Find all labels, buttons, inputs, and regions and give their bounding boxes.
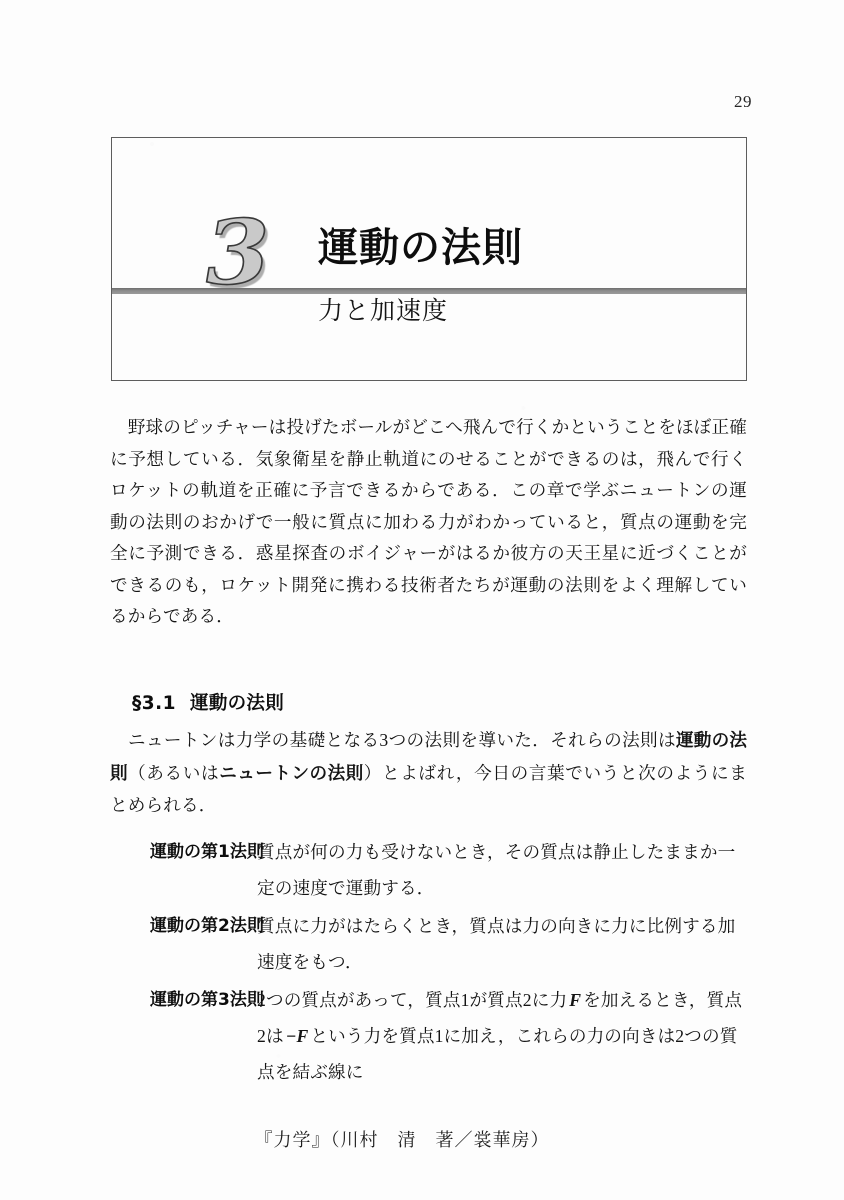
- law-text-first: 質点が何の力も受けないとき，その質点は静止したままか一定の速度で運動する．: [257, 841, 736, 898]
- spacer-before-section: [110, 633, 747, 695]
- law-item-third: [110, 982, 747, 1090]
- spacer-before-laws: [110, 822, 747, 834]
- section-lead-emphasis-2: ニュートンの法則: [219, 763, 364, 784]
- law-label-second: 運動の第2法則: [150, 915, 264, 936]
- page-number: 29: [734, 92, 752, 111]
- page-content: [110, 412, 747, 1092]
- section-lead-text-1: ニュートンは力学の基礎となる3つの法則を導いた．それらの法則は: [110, 730, 676, 750]
- laws-list: [110, 834, 747, 1090]
- section-lead-text-2: （あるいは: [128, 762, 220, 783]
- law-label-first: 運動の第1法則: [150, 841, 264, 862]
- section-heading: [110, 692, 747, 714]
- law-item-first: [110, 834, 747, 906]
- law-third-text-2: を加えるとき，質点2は: [257, 989, 743, 1046]
- law-item-second: [110, 908, 747, 980]
- law-text-third: [255, 982, 747, 1090]
- chapter-number: 3: [203, 198, 272, 306]
- spacer-after-section-heading: [110, 713, 747, 725]
- chapter-title: 運動の法則: [318, 225, 523, 271]
- section-lead-paragraph: [110, 725, 747, 822]
- law-label-third: 運動の第3法則: [150, 989, 264, 1010]
- book-credit-line: 『力学』（川村 清 著／裳華房）: [254, 1130, 550, 1151]
- chapter-title-box: [111, 137, 747, 381]
- force-symbol-positive: F: [569, 989, 582, 1010]
- chapter-subtitle: 力と加速度: [318, 296, 449, 325]
- section-lead-emphasis-1: 運動の法則: [110, 731, 747, 784]
- law-third-text-3: という力を質点1に加え，これらの力の向きは2つの質点を結ぶ線に: [257, 1025, 738, 1082]
- intro-paragraph: 野球のピッチャーは投げたボールがどこへ飛んで行くかということをほぼ正確に予想している．気象衛星を静止軌道にのせることができるのは，飛んで行くロケットの軌道を正確に予言できるからである．この章で学ぶニュートンの運動の法則のおかげで一般に質点に加わる力がわかっていると，質点の運動を完全に予測できる．惑星探査のボイジャーがはるか彼方の天王星に近づくことができるのも，ロケット開発に携わる技術者たちが運動の法則をよく理解しているからである．: [110, 417, 747, 626]
- section-lead-text-3: ）とよばれ，今日の言葉でいうと次のようにまとめられる．: [110, 762, 747, 815]
- law-third-text-1: 2つの質点があって，質点1が質点2に力: [257, 989, 568, 1010]
- force-symbol-negative: −F: [285, 1025, 309, 1046]
- section-title: 運動の法則: [190, 692, 285, 714]
- section-number: §3.1: [132, 692, 177, 714]
- law-text-second: 質点に力がはたらくとき，質点は力の向きに力に比例する加速度をもつ．: [257, 915, 736, 972]
